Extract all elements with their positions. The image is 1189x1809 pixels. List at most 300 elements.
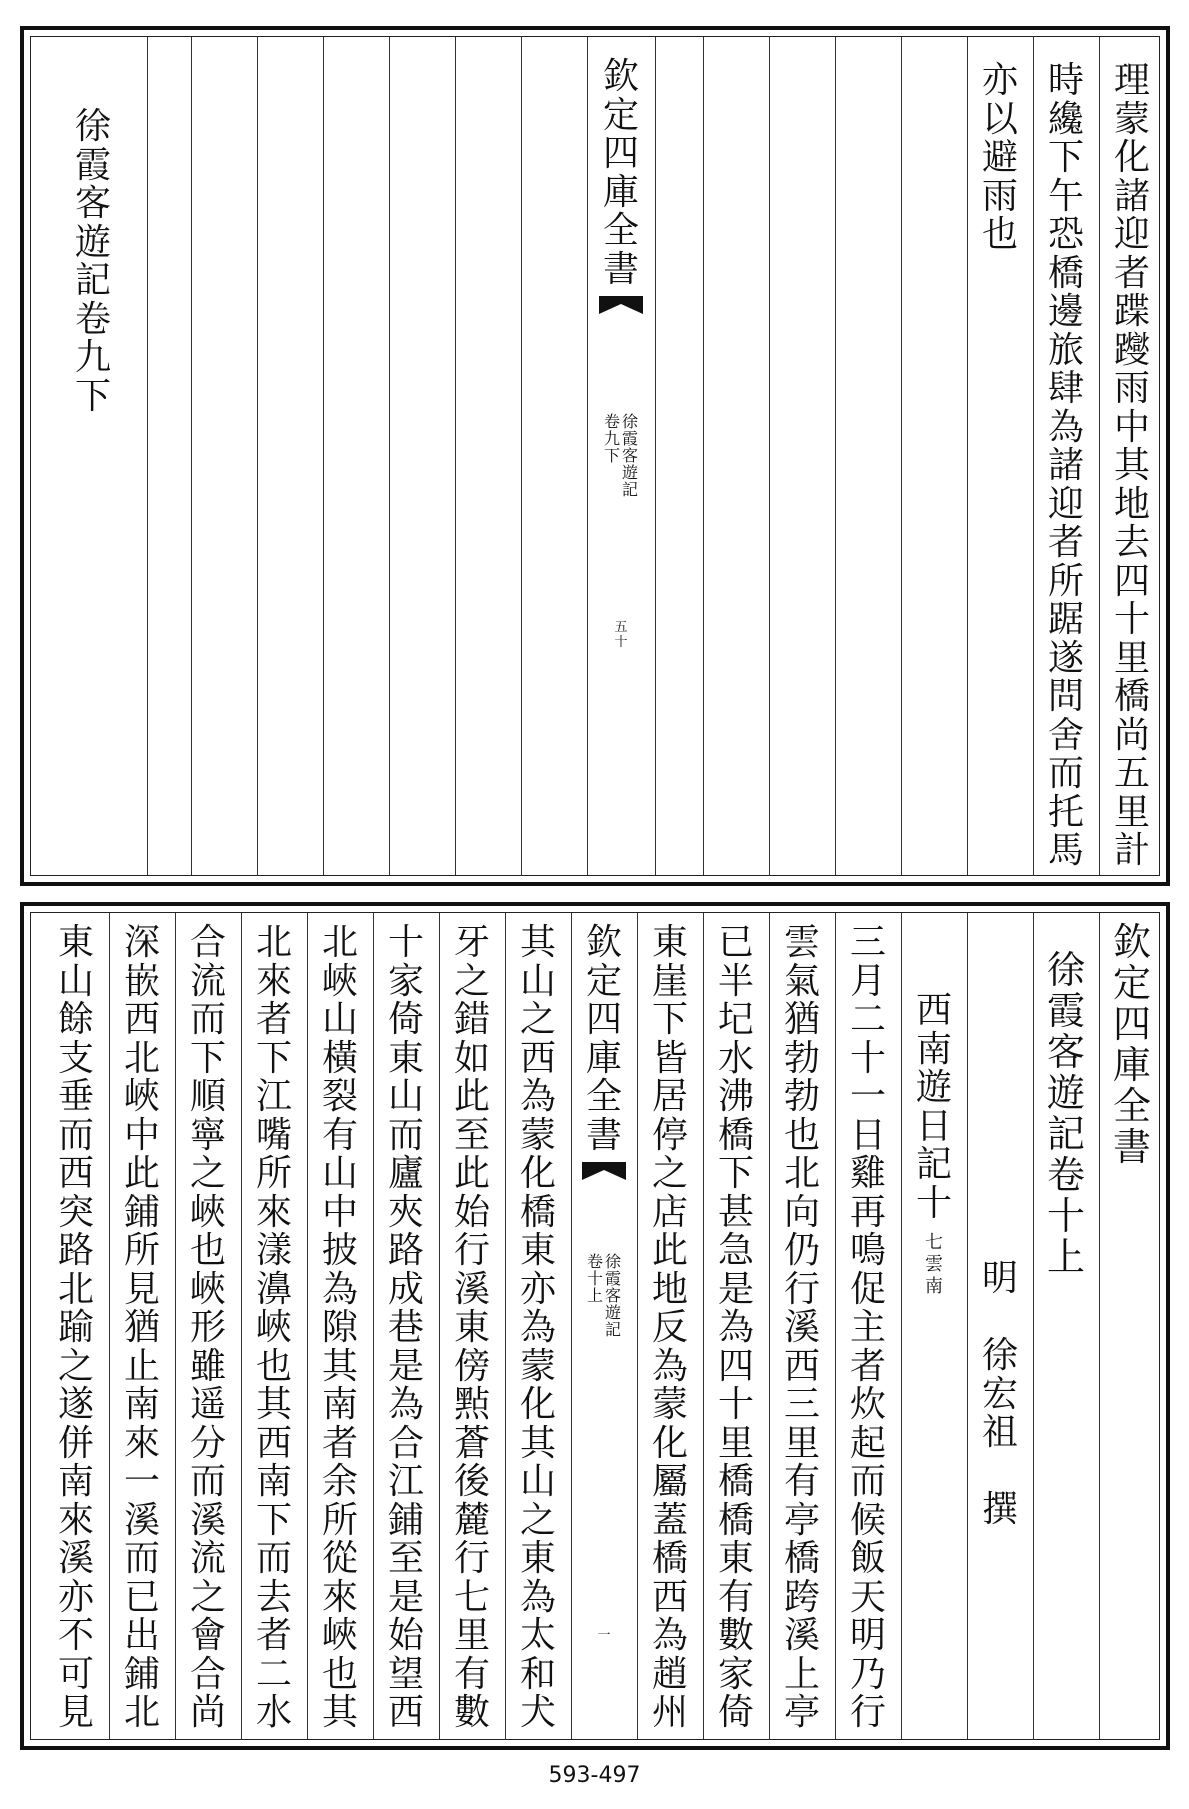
glyph: 橋 <box>519 1191 556 1233</box>
column-rule <box>835 37 836 875</box>
glyph: 午 <box>1047 175 1084 217</box>
glyph: 而 <box>849 1461 886 1502</box>
glyph: 而 <box>1047 753 1084 794</box>
glyph: 客 <box>622 446 639 465</box>
glyph: 蒼 <box>453 1422 490 1464</box>
glyph: 來 <box>255 960 292 1002</box>
glyph: 祖 <box>981 1412 1018 1453</box>
glyph: 見 <box>123 1268 160 1310</box>
glyph: 卷 <box>603 412 620 431</box>
glyph: 雲 <box>783 922 820 963</box>
glyph: 有 <box>717 1576 754 1618</box>
glyph: 有 <box>453 1653 490 1695</box>
glyph: 峽 <box>123 1076 160 1117</box>
glyph: 者 <box>321 1422 358 1464</box>
glyph: 也 <box>783 1114 820 1156</box>
glyph: 北 <box>123 1037 160 1079</box>
lower-page-frame <box>30 912 1160 1740</box>
glyph: 里 <box>1113 791 1150 833</box>
glyph: 牙 <box>453 922 490 963</box>
glyph: 計 <box>1113 830 1150 871</box>
glyph: 雲 <box>924 1254 943 1275</box>
glyph: 跨 <box>783 1576 820 1618</box>
glyph: 所 <box>321 1499 358 1541</box>
glyph: 鋪 <box>123 1653 160 1695</box>
center-strip-volume <box>587 1254 603 1339</box>
glyph: 迎 <box>1047 483 1084 525</box>
glyph: 去 <box>1113 522 1150 563</box>
glyph: 峽 <box>255 1307 292 1348</box>
glyph: 支 <box>57 1037 94 1079</box>
glyph: 溪 <box>123 1499 160 1541</box>
glyph: 候 <box>849 1499 886 1541</box>
glyph: 下 <box>255 1037 292 1079</box>
glyph: 記 <box>74 260 111 301</box>
glyph: 者 <box>849 1345 886 1387</box>
column-rule <box>109 913 110 1739</box>
column-rule <box>505 913 506 1739</box>
glyph: 客 <box>1046 1030 1085 1074</box>
glyph: 卷 <box>74 298 111 340</box>
glyph: 會 <box>189 1615 226 1656</box>
column-rule <box>769 37 770 875</box>
glyph: 踰 <box>57 1307 94 1348</box>
glyph: 南 <box>255 1461 292 1502</box>
glyph: 突 <box>57 1191 94 1233</box>
section-title <box>915 990 952 1300</box>
glyph: 雨 <box>1113 368 1150 409</box>
glyph: 肆 <box>1047 368 1084 409</box>
glyph: 四 <box>1112 1002 1151 1046</box>
glyph: 庫 <box>1112 1043 1151 1087</box>
glyph: 鋪 <box>123 1191 160 1233</box>
glyph: 西 <box>255 1422 292 1464</box>
glyph: 之 <box>453 960 490 1002</box>
text-column <box>703 913 769 1739</box>
glyph: 有 <box>783 1461 820 1502</box>
glyph: 十 <box>614 634 628 650</box>
glyph: 是 <box>387 1576 424 1618</box>
glyph: 合 <box>387 1422 424 1464</box>
glyph: 里 <box>1113 637 1150 679</box>
glyph: 行 <box>849 1692 886 1733</box>
glyph: 而 <box>255 1538 292 1579</box>
glyph: 溪 <box>783 1615 820 1656</box>
column-rule <box>571 913 572 1739</box>
column-rule <box>307 913 308 1739</box>
glyph: 客 <box>605 1286 622 1305</box>
center-strip-header <box>585 922 622 1156</box>
glyph: 東 <box>519 1538 556 1579</box>
glyph: 至 <box>453 1114 490 1156</box>
glyph: 南 <box>123 1384 160 1425</box>
glyph: 一 <box>123 1461 160 1502</box>
glyph: 纔 <box>1047 98 1084 140</box>
glyph: 五 <box>1113 753 1150 794</box>
glyph: 上 <box>586 1286 603 1305</box>
glyph: 居 <box>651 1076 688 1117</box>
glyph: 雖 <box>189 1345 226 1387</box>
page-number: 593-497 <box>548 1763 641 1788</box>
glyph: 徐 <box>622 412 639 431</box>
glyph: 為 <box>1047 406 1084 448</box>
glyph: 為 <box>519 1307 556 1348</box>
column-rule <box>1033 913 1034 1739</box>
glyph: 來 <box>255 1191 292 1233</box>
glyph: 恐 <box>1047 214 1084 255</box>
column-rule <box>1099 913 1100 1739</box>
glyph: 出 <box>123 1615 160 1656</box>
glyph: 北 <box>123 1692 160 1733</box>
glyph: 明 <box>981 1258 1018 1299</box>
glyph: 從 <box>321 1538 358 1579</box>
glyph: 蹀 <box>1113 291 1150 332</box>
center-strip-volume <box>604 414 620 499</box>
glyph: 地 <box>1113 483 1150 525</box>
glyph: 者 <box>255 1615 292 1656</box>
column-rule <box>655 37 656 875</box>
glyph: 是 <box>387 1345 424 1387</box>
glyph: 全 <box>1112 1084 1151 1128</box>
glyph: 為 <box>387 1384 424 1425</box>
text-column <box>241 913 307 1739</box>
glyph: 卷 <box>586 1252 603 1271</box>
glyph: 西 <box>651 1576 688 1618</box>
glyph: 一 <box>849 1076 886 1117</box>
glyph: 而 <box>189 999 226 1040</box>
glyph: 西 <box>915 990 952 1031</box>
glyph: 蒙 <box>519 1114 556 1156</box>
glyph: 四 <box>717 1345 754 1387</box>
glyph: 急 <box>717 1230 754 1271</box>
glyph: 欽 <box>602 56 639 97</box>
upper-page-frame <box>30 36 1160 876</box>
glyph: 托 <box>1047 791 1084 833</box>
book-title-column <box>1033 913 1099 1739</box>
text-column <box>175 913 241 1739</box>
fish-tail-mark-icon <box>582 1162 626 1180</box>
glyph: 西 <box>57 1153 94 1194</box>
glyph: 一 <box>597 1628 611 1643</box>
glyph: 山 <box>57 960 94 1002</box>
glyph: 邊 <box>1047 291 1084 332</box>
glyph: 化 <box>519 1153 556 1194</box>
glyph: 此 <box>453 1153 490 1194</box>
glyph: 也 <box>981 214 1018 255</box>
glyph: 諸 <box>1113 175 1150 217</box>
glyph: 雨 <box>981 175 1018 217</box>
glyph: 南 <box>915 1028 952 1070</box>
glyph: 欽 <box>585 922 622 963</box>
glyph: 下 <box>717 1153 754 1194</box>
glyph: 三 <box>849 922 886 963</box>
glyph: 行 <box>453 1230 490 1271</box>
glyph: 併 <box>57 1422 94 1464</box>
glyph: 寧 <box>189 1114 226 1156</box>
glyph: 巷 <box>387 1307 424 1348</box>
column-rule <box>967 913 968 1739</box>
glyph: 北 <box>255 922 292 963</box>
glyph: 徐 <box>605 1252 622 1271</box>
glyph: 西 <box>519 1037 556 1079</box>
glyph: 峽 <box>189 1268 226 1310</box>
glyph: 溪 <box>189 1499 226 1541</box>
glyph: 尚 <box>1113 714 1150 756</box>
glyph: 地 <box>651 1268 688 1310</box>
glyph: 促 <box>849 1268 886 1310</box>
glyph: 倚 <box>387 999 424 1040</box>
glyph: 記 <box>915 1144 952 1185</box>
glyph: 倚 <box>717 1692 754 1733</box>
glyph: 反 <box>651 1307 688 1348</box>
glyph: 所 <box>123 1230 160 1271</box>
glyph: 二 <box>849 999 886 1040</box>
glyph: 飯 <box>849 1538 886 1579</box>
glyph: 亭 <box>783 1499 820 1541</box>
glyph: 其 <box>1113 445 1150 486</box>
glyph: 分 <box>189 1422 226 1464</box>
glyph: 其 <box>321 1345 358 1387</box>
center-strip <box>571 913 637 1739</box>
glyph: 也 <box>189 1230 226 1271</box>
glyph: 下 <box>255 1499 292 1541</box>
glyph: 漾 <box>255 1230 292 1271</box>
glyph: 東 <box>453 1307 490 1348</box>
glyph: 記 <box>605 1320 622 1339</box>
glyph: 江 <box>387 1461 424 1502</box>
glyph: 七 <box>924 1232 943 1253</box>
section-title-column <box>901 913 967 1739</box>
column-rule <box>241 913 242 1739</box>
glyph: 麓 <box>453 1499 490 1541</box>
glyph: 定 <box>585 960 622 1002</box>
glyph: 始 <box>453 1191 490 1233</box>
glyph: 其 <box>255 1384 292 1425</box>
text-column <box>637 913 703 1739</box>
glyph: 之 <box>189 1576 226 1618</box>
glyph: 以 <box>981 98 1018 140</box>
glyph: 西 <box>783 1345 820 1387</box>
column-rule <box>521 37 522 875</box>
glyph: 東 <box>519 1230 556 1271</box>
glyph: 亦 <box>519 1268 556 1310</box>
glyph: 所 <box>255 1153 292 1194</box>
glyph: 此 <box>651 1230 688 1271</box>
glyph: 舍 <box>1047 714 1084 756</box>
glyph: 遊 <box>622 463 639 482</box>
author-column <box>967 913 1033 1739</box>
glyph: 遊 <box>1046 1071 1085 1115</box>
glyph: 上 <box>783 1653 820 1695</box>
glyph: 始 <box>387 1615 424 1656</box>
column-rule <box>587 37 588 875</box>
glyph: 來 <box>321 1576 358 1618</box>
glyph: 流 <box>189 1538 226 1579</box>
glyph: 遥 <box>189 1384 226 1425</box>
glyph: 已 <box>123 1576 160 1618</box>
column-rule <box>147 37 148 875</box>
glyph: 五 <box>614 620 628 635</box>
glyph: 峽 <box>189 1191 226 1233</box>
glyph: 客 <box>74 183 111 224</box>
glyph: 七 <box>453 1576 490 1618</box>
glyph: 亭 <box>783 1692 820 1733</box>
glyph: 四 <box>585 999 622 1040</box>
center-strip <box>587 37 655 875</box>
glyph: 甚 <box>717 1191 754 1233</box>
glyph: 化 <box>651 1422 688 1464</box>
glyph: 仍 <box>783 1230 820 1271</box>
glyph <box>982 1454 1018 1493</box>
glyph: 二 <box>255 1653 292 1695</box>
glyph: 猶 <box>123 1307 160 1348</box>
glyph: 明 <box>849 1615 886 1656</box>
column-rule <box>439 913 440 1739</box>
glyph: 卷 <box>1046 1153 1085 1197</box>
glyph: 橋 <box>717 1114 754 1156</box>
center-strip-leaf <box>597 1629 610 1644</box>
glyph: 披 <box>321 1230 358 1271</box>
text-column <box>1099 37 1165 875</box>
glyph: 深 <box>123 922 160 963</box>
lower-page <box>20 902 1170 1750</box>
glyph: 溪 <box>453 1268 490 1310</box>
glyph: 南 <box>57 1461 94 1502</box>
glyph: 十 <box>586 1269 603 1288</box>
glyph: 見 <box>57 1692 94 1733</box>
glyph: 遂 <box>57 1384 94 1425</box>
glyph: 定 <box>1112 961 1151 1005</box>
glyph: 猶 <box>783 999 820 1040</box>
glyph: 沸 <box>717 1076 754 1117</box>
glyph: 蓋 <box>651 1499 688 1541</box>
glyph: 夾 <box>387 1191 424 1233</box>
glyph: 問 <box>1047 676 1084 717</box>
glyph: 四 <box>1113 560 1150 602</box>
glyph: 趙 <box>651 1653 688 1695</box>
glyph: 為 <box>519 1576 556 1618</box>
glyph: 合 <box>189 922 226 963</box>
glyph: 為 <box>519 1076 556 1117</box>
glyph: 徐 <box>981 1335 1018 1376</box>
glyph: 之 <box>519 999 556 1040</box>
glyph: 橋 <box>717 1461 754 1502</box>
glyph: 順 <box>189 1076 226 1117</box>
glyph: 蒙 <box>651 1384 688 1425</box>
glyph: 為 <box>321 1268 358 1310</box>
glyph: 也 <box>255 1345 292 1387</box>
column-rule <box>257 37 258 875</box>
glyph: 太 <box>519 1615 556 1656</box>
glyph: 時 <box>1047 60 1084 101</box>
glyph: 去 <box>255 1576 292 1618</box>
glyph: 日 <box>915 1105 952 1147</box>
glyph: 東 <box>57 922 94 963</box>
glyph: 遂 <box>1047 637 1084 679</box>
glyph: 其 <box>519 1422 556 1464</box>
glyph: 西 <box>123 999 160 1040</box>
glyph: 九 <box>74 337 111 378</box>
glyph: 宏 <box>981 1373 1018 1415</box>
glyph: 炊 <box>849 1384 886 1425</box>
column-rule <box>373 913 374 1739</box>
glyph: 數 <box>453 1692 490 1733</box>
column-rule <box>1099 37 1100 875</box>
center-strip-book-title <box>605 1254 621 1339</box>
glyph: 諸 <box>1047 445 1084 486</box>
glyph: 隙 <box>321 1307 358 1348</box>
glyph: 霞 <box>74 144 111 186</box>
glyph: 欽 <box>1112 920 1151 964</box>
glyph: 十 <box>387 922 424 963</box>
text-column <box>505 913 571 1739</box>
column-rule <box>901 37 902 875</box>
text-column <box>835 913 901 1739</box>
glyph: 行 <box>453 1538 490 1579</box>
glyph: 可 <box>57 1653 94 1695</box>
glyph: 者 <box>1047 522 1084 563</box>
glyph: 而 <box>387 1114 424 1156</box>
glyph: 而 <box>57 1114 94 1156</box>
glyph: 成 <box>387 1268 424 1310</box>
glyph: 峽 <box>321 960 358 1002</box>
glyph: 下 <box>1047 137 1084 178</box>
glyph: 屬 <box>651 1461 688 1502</box>
glyph: 鳴 <box>849 1230 886 1271</box>
glyph: 山 <box>321 1153 358 1194</box>
glyph: 余 <box>321 1461 358 1502</box>
glyph: 水 <box>717 1037 754 1079</box>
glyph: 廬 <box>387 1153 424 1194</box>
glyph: 已 <box>717 922 754 963</box>
glyph: 形 <box>189 1307 226 1348</box>
glyph: 流 <box>189 960 226 1002</box>
glyph <box>982 1300 1018 1339</box>
glyph: 後 <box>453 1461 490 1502</box>
glyph: 望 <box>387 1653 424 1695</box>
glyph: 裂 <box>321 1076 358 1117</box>
column-rule <box>901 913 902 1739</box>
glyph: 旅 <box>1047 329 1084 371</box>
glyph: 起 <box>849 1422 886 1464</box>
glyph: 而 <box>189 1461 226 1502</box>
glyph: 傍 <box>453 1345 490 1387</box>
glyph: 徐 <box>1046 948 1085 992</box>
glyph: 橋 <box>651 1538 688 1579</box>
glyph: 三 <box>783 1384 820 1425</box>
glyph: 江 <box>255 1076 292 1117</box>
glyph: 下 <box>74 375 111 417</box>
glyph: 南 <box>924 1276 943 1297</box>
column-rule <box>637 913 638 1739</box>
glyph: 十 <box>915 1182 952 1224</box>
text-column <box>967 37 1033 875</box>
glyph: 西 <box>387 1692 424 1733</box>
glyph: 其 <box>321 1692 358 1733</box>
glyph: 為 <box>651 1615 688 1656</box>
glyph: 之 <box>57 1345 94 1387</box>
glyph: 全 <box>585 1076 622 1117</box>
glyph: 山 <box>387 1076 424 1117</box>
glyph: 橋 <box>783 1538 820 1579</box>
center-strip-header <box>602 56 639 290</box>
glyph: 溪 <box>783 1307 820 1348</box>
glyph: 為 <box>651 1345 688 1387</box>
glyph: 全 <box>602 210 639 251</box>
glyph: 馬 <box>1047 830 1084 871</box>
text-column <box>43 913 109 1739</box>
glyph: 避 <box>981 137 1018 178</box>
